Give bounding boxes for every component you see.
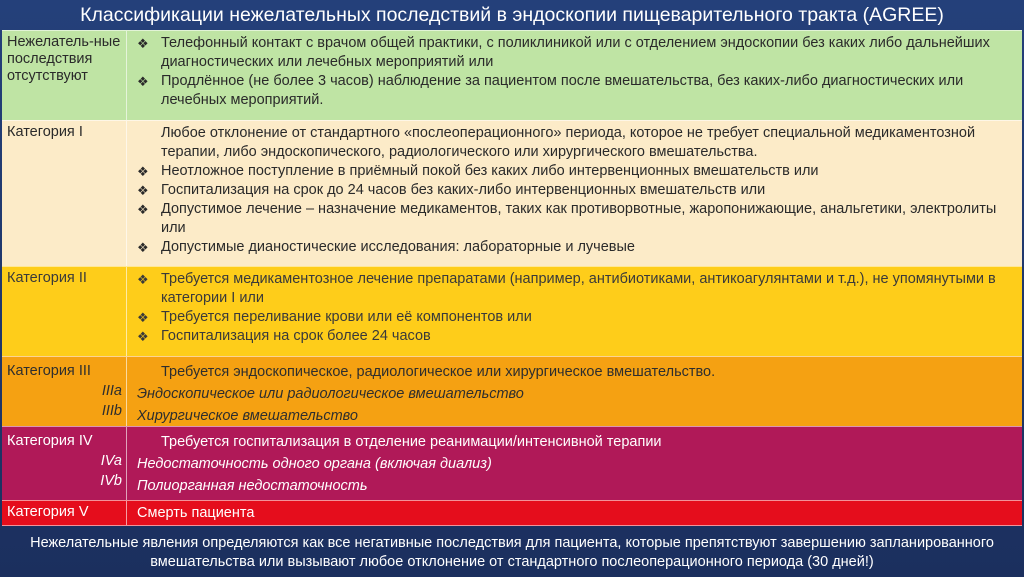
category-intro: Требуется эндоскопическое, радиологическое или хирургическое вмешательство.: [161, 364, 716, 380]
bullet-item: ❖ Продлённое (не более 3 часов) наблюдение за пациентом после вмешательства, без каких-либо диагностических или лечебных мероприятий.: [137, 72, 1016, 110]
footer-note: Нежелательные явления определяются как все негативные последствия для пациента, которые препятствуют завершению запланированного вмешательства или вызывают любое отклонение от стандартного послеоперационного периода (30 дней!): [30, 535, 994, 570]
category-label: Категория IV: [7, 433, 93, 449]
category-intro: Любое отклонение от стандартного «послеоперационного» периода, которое не требует специальной медикаментозной терапии, либо эндоскопического, радиологического или хирургического вмешательства.: [161, 125, 976, 160]
category-description: [127, 31, 1022, 120]
subcategory-code: IVb: [100, 473, 122, 489]
subcategory-code: IIIb: [101, 403, 122, 419]
subcategory-text: Хирургическое вмешательство: [137, 408, 358, 424]
row-category-5: [2, 500, 1022, 526]
bullet-item: ❖ Требуется переливание крови или её компонентов или: [137, 308, 1016, 327]
category-label: Категория III: [7, 363, 91, 379]
category-description: Смерть пациента: [137, 505, 255, 521]
row-category-3: [2, 356, 1022, 426]
category-description: [127, 427, 1022, 500]
category-description: [127, 121, 1022, 266]
row-no-adverse-events: [2, 30, 1022, 120]
category-description: [127, 357, 1022, 426]
bullet-item: ❖ Телефонный контакт с врачом общей практики, с поликлиникой или с отделением эндоскопии без каких либо дальнейших диагностических или лечебных мероприятий или: [137, 34, 1016, 72]
subcategory-text: Эндоскопическое или радиологическое вмешательство: [137, 386, 524, 402]
bullet-item: ❖ Госпитализация на срок до 24 часов без каких-либо интервенционных вмешательств или: [137, 181, 1016, 200]
category-label: Категория I: [2, 121, 127, 266]
category-label-column: [2, 357, 127, 426]
category-label: Нежелатель-ные последствия отсутствуют: [2, 31, 127, 120]
bullet-item: ❖ Допустимое лечение – назначение медикаментов, таких как противорвотные, жаропонижающие, анальгетики, электролиты или: [137, 200, 1016, 238]
row-category-1: [2, 120, 1022, 266]
category-intro: Требуется госпитализация в отделение реанимации/интенсивной терапии: [161, 434, 662, 450]
subcategory-code: IIIa: [101, 383, 122, 399]
category-label-column: [2, 427, 127, 500]
bullet-item: ❖ Допустимые дианостические исследования: лабораторные и лучевые: [137, 238, 1016, 257]
bullet-item: ❖ Требуется медикаментозное лечение препаратами (например, антибиотиками, антикоагулянтами и т.д.), не упомянутыми в категории I или: [137, 270, 1016, 308]
category-label: Категория II: [2, 267, 127, 356]
bullet-item: ❖ Госпитализация на срок более 24 часов: [137, 327, 1016, 346]
subcategory-text: Полиорганная недостаточность: [137, 478, 368, 494]
bullet-item: ❖ Неотложное поступление в приёмный покой без каких либо интервенционных вмешательств или: [137, 162, 1016, 181]
row-category-2: [2, 266, 1022, 356]
category-description: [127, 267, 1022, 356]
slide-title: Классификации нежелательных последствий в эндоскопии пищеварительного тракта (AGREE): [80, 4, 944, 26]
subcategory-code: IVa: [100, 453, 122, 469]
subcategory-text: Недостаточность одного органа (включая диализ): [137, 456, 492, 472]
category-label: Категория V: [2, 501, 127, 525]
row-category-4: [2, 426, 1022, 500]
classification-table: [2, 30, 1022, 526]
